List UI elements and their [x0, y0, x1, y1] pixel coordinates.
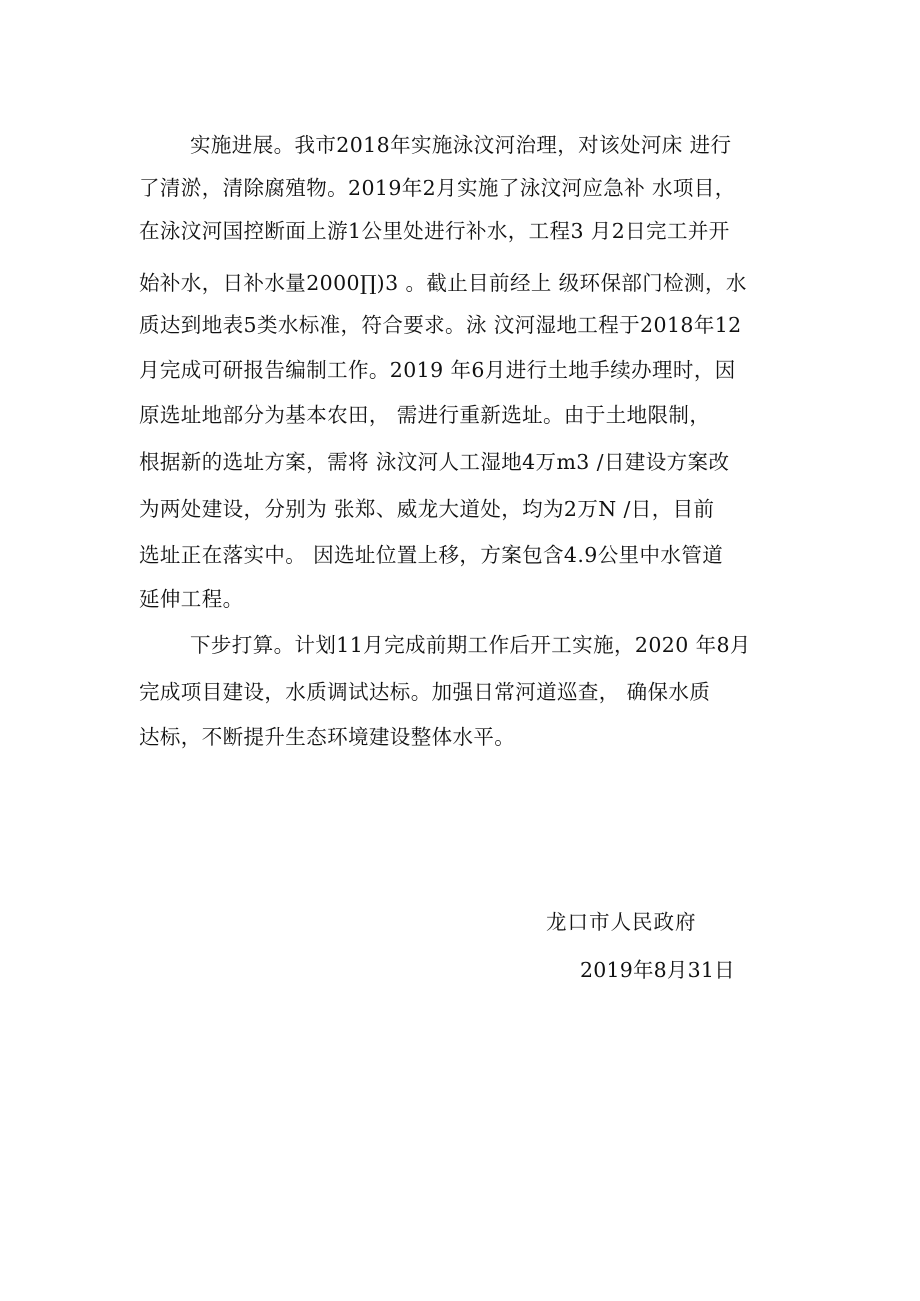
paragraph-line: 原选址地部分为基本农田， 需进行重新选址。由于土地限制， [139, 403, 711, 427]
paragraph-line: 实施进展。我市2018年实施泳汶河治理，对该处河床 进行 [190, 133, 732, 157]
paragraph-line: 完成项目建设，水质调试达标。加强日常河道巡查， 确保水质 [139, 680, 711, 704]
paragraph-line: 根据新的选址方案，需将 泳汶河人工湿地4万m3 /日建设方案改 [139, 450, 730, 474]
paragraph-line: 选址正在落实中。 因选址位置上移，方案包含4.9公里中水管道 [139, 543, 724, 567]
paragraph-line: 月完成可研报告编制工作。2019 年6月进行土地手续办理时，因 [139, 358, 736, 382]
paragraph-line: 为两处建设，分别为 张郑、威龙大道处，均为2万N /日，目前 [139, 497, 715, 521]
paragraph-line: 始补水，日补水量2000∏)3 。截止目前经上 级环保部门检测，水 [139, 271, 747, 295]
signature-issuer: 龙口市人民政府 [546, 910, 697, 934]
paragraph-line: 在泳汶河国控断面上游1公里处进行补水，工程3 月2日完工并开 [139, 219, 730, 243]
paragraph-line: 达标，不断提升生态环境建设整体水平。 [139, 725, 516, 749]
paragraph-line: 质达到地表5类水标准，符合要求。泳 汶河湿地工程于2018年12 [139, 313, 742, 337]
paragraph-line: 下步打算。计划11月完成前期工作后开工实施，2020 年8月 [190, 633, 751, 657]
paragraph-line: 了清淤，清除腐殖物。2019年2月实施了泳汶河应急补 水项目， [139, 176, 736, 200]
signature-date: 2019年8月31日 [580, 958, 735, 982]
paragraph-line: 延伸工程。 [139, 587, 244, 611]
